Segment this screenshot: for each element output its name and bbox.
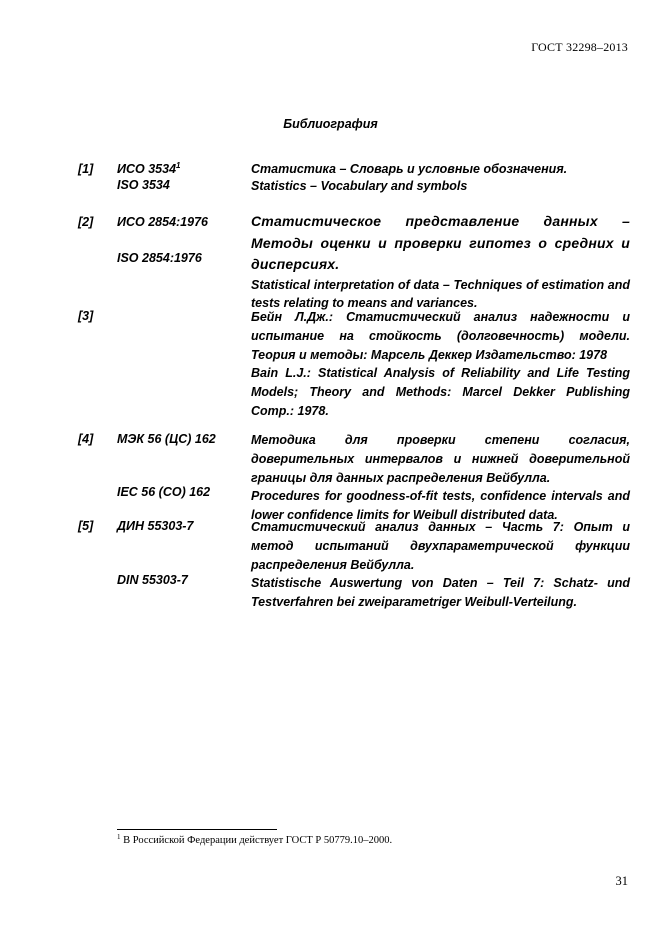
reference-code-ru: ИСО 2854:1976 [117, 215, 208, 229]
reference-code-en: IEC 56 (CO) 162 [117, 485, 211, 499]
reference-number: [2] [78, 215, 94, 229]
reference-text-ru: Статистический анализ данных – Часть 7: Опыт и метод испытаний двухпараметрической функции распределения Вейбулла. [251, 520, 630, 572]
page-title: Библиография [283, 117, 378, 131]
reference-number: [3] [78, 309, 94, 323]
reference-code-ru: ДИН 55303-7 [117, 519, 194, 533]
reference-text-ru: Методика для проверки степени согласия, доверительных интервалов и нижней доверительной границы для данных распределения Вейбулла. [251, 433, 630, 485]
reference-text-en: Statistical interpretation of data – Techniques of estimation and tests relating to means and variances. [251, 277, 630, 311]
reference-code-ru: МЭК 56 (ЦС) 162 [117, 432, 216, 446]
page-number: 31 [615, 874, 628, 888]
reference-text-ru: Статистика – Словарь и условные обозначения. [251, 162, 568, 176]
standard-header: ГОСТ 32298–2013 [531, 40, 628, 54]
reference-description [251, 518, 630, 612]
reference-text-en: Bain L.J.: Statistical Analysis of Reliability and Life Testing Models; Theory and Methods: Marcel Dekker Publishing Comp.: 1978. [251, 366, 630, 418]
reference-text-ru: Статистическое представление данных – Методы оценки и проверки гипотез о средних и дисперсиях. [251, 213, 630, 272]
reference-description [251, 431, 630, 525]
reference-text-en: Statistics – Vocabulary and symbols [251, 179, 468, 193]
reference-code-en: ISO 2854:1976 [117, 251, 202, 265]
reference-number: [4] [78, 432, 94, 446]
reference-code-en: DIN 55303-7 [117, 573, 188, 587]
reference-text-en: Procedures for goodness-of-fit tests, confidence intervals and lower confidence limits for Weibull distributed data. [251, 489, 630, 523]
reference-number: [1] [78, 162, 94, 176]
footnote-divider [117, 829, 277, 830]
footnote-marker: 1 [176, 161, 181, 170]
reference-description [251, 308, 630, 421]
reference-code-ru: ИСО 3534$^1$ [117, 161, 181, 176]
reference-code-en: ISO 3534 [117, 178, 170, 192]
footnote-text: В Российской Федерации действует ГОСТ Р 50779.10–2000. [123, 835, 393, 846]
footnote-marker: 1 [117, 833, 121, 841]
reference-description [251, 161, 630, 195]
footnote [117, 835, 392, 846]
reference-description [251, 211, 630, 313]
reference-text-ru: Бейн Л.Дж.: Статистический анализ надежности и испытание на стойкость (долговечность) модели. Теория и методы: Марсель Деккер Издательство: 1978 [251, 310, 630, 362]
reference-text-en: Statistische Auswertung von Daten – Teil 7: Schatz- und Testverfahren bei zweiparametriger Weibull-Verteilung. [251, 576, 630, 610]
reference-number: [5] [78, 519, 94, 533]
